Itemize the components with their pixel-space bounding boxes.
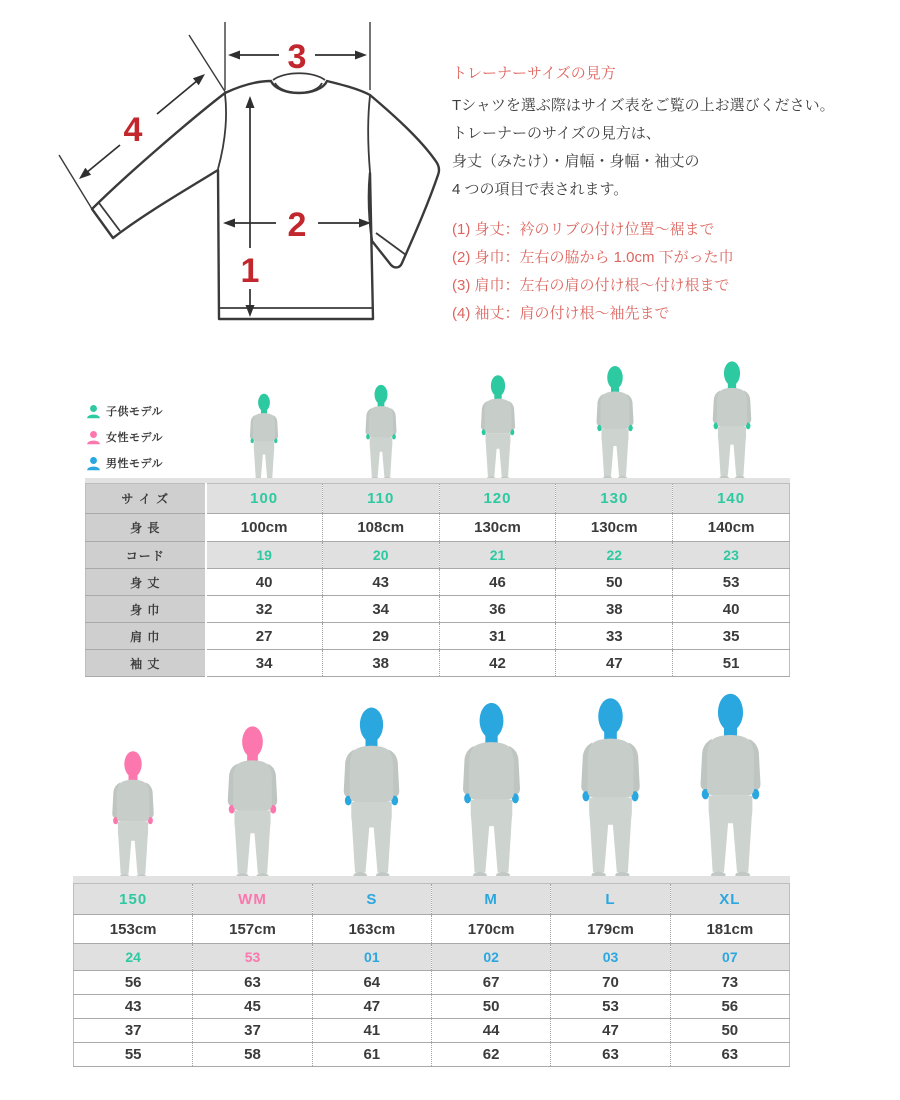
value-cell: 43 (322, 569, 439, 596)
value-cell: 02 (431, 944, 550, 971)
person-bust-icon (86, 404, 101, 419)
value-cell: 33 (556, 623, 673, 650)
value-cell: 56 (670, 995, 789, 1019)
value-cell: 62 (431, 1043, 550, 1067)
value-cell: 100cm (206, 514, 323, 542)
value-cell: S (312, 884, 431, 915)
value-cell: 44 (431, 1019, 550, 1043)
legend-label: 子供モデル (106, 406, 163, 418)
value-cell: 03 (551, 944, 670, 971)
model-figure-male (453, 700, 530, 880)
value-cell: 53 (193, 944, 312, 971)
model-figure-female (105, 750, 161, 880)
table-row (86, 596, 790, 623)
person-silhouette (245, 393, 283, 481)
value-cell: 47 (556, 650, 673, 677)
value-cell: 01 (312, 944, 431, 971)
value-cell: 163cm (312, 915, 431, 944)
note-shoulder-width: (3) 肩巾：左右の肩の付け根〜付け根まで (452, 277, 730, 294)
person-silhouette (706, 360, 758, 481)
value-cell: 47 (551, 1019, 670, 1043)
model-figure-child (706, 360, 758, 481)
model-legend (86, 398, 163, 476)
value-cell: 19 (206, 542, 323, 569)
table-row (74, 915, 790, 944)
value-cell: L (551, 884, 670, 915)
value-cell: 43 (74, 995, 193, 1019)
model-figure-male (690, 692, 771, 880)
value-cell: 38 (556, 596, 673, 623)
value-cell: 07 (670, 944, 789, 971)
value-cell: 41 (312, 1019, 431, 1043)
value-cell: 140cm (673, 514, 790, 542)
adult-size-table (73, 883, 790, 1067)
label-body-width: 2 (287, 206, 307, 244)
value-cell: 32 (206, 596, 323, 623)
value-cell: 58 (193, 1043, 312, 1067)
value-cell: 38 (322, 650, 439, 677)
info-line: 身丈（みたけ）・肩幅・身幅・袖丈の (452, 153, 700, 170)
value-cell: 27 (206, 623, 323, 650)
info-line: トレーナーのサイズの見方は、 (452, 125, 661, 142)
row-label: 身 巾 (86, 596, 206, 623)
info-line: 4 つの項目で表されます。 (452, 181, 629, 198)
value-cell: 37 (193, 1019, 312, 1043)
person-bust-icon (86, 456, 101, 471)
floor-strip (73, 876, 790, 883)
value-cell: 110 (322, 484, 439, 514)
value-cell: 36 (439, 596, 556, 623)
legend-item-child (86, 398, 163, 424)
info-title: トレーナーサイズの見方 (452, 65, 616, 82)
model-figure-male (571, 696, 650, 880)
value-cell: 50 (670, 1019, 789, 1043)
value-cell: 23 (673, 542, 790, 569)
label-shoulder-width: 3 (287, 38, 307, 76)
model-figure-female (219, 725, 286, 880)
value-cell: 153cm (74, 915, 193, 944)
value-cell: 31 (439, 623, 556, 650)
table-row (74, 971, 790, 995)
person-silhouette (105, 750, 161, 880)
value-cell: 22 (556, 542, 673, 569)
info-line: Tシャツを選ぶ際はサイズ表をご覧の上お選びください。 (452, 97, 835, 114)
value-cell: 20 (322, 542, 439, 569)
value-cell: 34 (206, 650, 323, 677)
value-cell: 61 (312, 1043, 431, 1067)
value-cell: 51 (673, 650, 790, 677)
model-figure-child (360, 384, 402, 481)
value-cell: 100 (206, 484, 323, 514)
person-bust-icon (86, 430, 101, 445)
person-silhouette (219, 725, 286, 880)
value-cell: M (431, 884, 550, 915)
measurement-notes (452, 216, 892, 328)
value-cell: 179cm (551, 915, 670, 944)
value-cell: 47 (312, 995, 431, 1019)
note-body-width: (2) 身巾：左右の脇から 1.0cm 下がった巾 (452, 249, 734, 266)
value-cell: XL (670, 884, 789, 915)
model-figure-child (245, 393, 283, 481)
value-cell: 56 (74, 971, 193, 995)
person-silhouette (690, 692, 771, 880)
person-silhouette (334, 705, 409, 880)
label-sleeve-length: 4 (123, 111, 143, 149)
value-cell: 63 (193, 971, 312, 995)
table-row (74, 1019, 790, 1043)
note-sleeve-length: (4) 袖丈：肩の付け根〜袖先まで (452, 305, 670, 322)
value-cell: 53 (551, 995, 670, 1019)
person-silhouette (360, 384, 402, 481)
value-cell: 45 (193, 995, 312, 1019)
value-cell: 35 (673, 623, 790, 650)
sweatshirt-measurement-diagram (28, 8, 448, 338)
value-cell: 63 (670, 1043, 789, 1067)
value-cell: 140 (673, 484, 790, 514)
row-label: 身 長 (86, 514, 206, 542)
value-cell: 42 (439, 650, 556, 677)
value-cell: WM (193, 884, 312, 915)
table-row (86, 650, 790, 677)
value-cell: 21 (439, 542, 556, 569)
person-silhouette (453, 700, 530, 880)
value-cell: 50 (556, 569, 673, 596)
person-silhouette (475, 374, 521, 481)
row-label: サ イ ズ (86, 484, 206, 514)
row-label: コード (86, 542, 206, 569)
person-silhouette (571, 696, 650, 880)
table-row (86, 569, 790, 596)
value-cell: 63 (551, 1043, 670, 1067)
value-cell: 53 (673, 569, 790, 596)
table-row (74, 884, 790, 915)
table-row (86, 542, 790, 569)
table-row (86, 484, 790, 514)
legend-item-female (86, 424, 163, 450)
value-cell: 40 (206, 569, 323, 596)
model-figure-child (475, 374, 521, 481)
value-cell: 24 (74, 944, 193, 971)
value-cell: 46 (439, 569, 556, 596)
value-cell: 150 (74, 884, 193, 915)
sweatshirt-outline (92, 81, 439, 319)
value-cell: 50 (431, 995, 550, 1019)
label-body-length: 1 (240, 252, 260, 290)
row-label: 肩 巾 (86, 623, 206, 650)
value-cell: 120 (439, 484, 556, 514)
table-row (74, 995, 790, 1019)
info-block (452, 62, 892, 328)
row-label: 身 丈 (86, 569, 206, 596)
value-cell: 70 (551, 971, 670, 995)
row-label: 袖 丈 (86, 650, 206, 677)
table-row (74, 944, 790, 971)
model-figure-male (334, 705, 409, 880)
person-silhouette (590, 365, 640, 481)
value-cell: 108cm (322, 514, 439, 542)
legend-label: 女性モデル (106, 432, 163, 444)
value-cell: 157cm (193, 915, 312, 944)
value-cell: 170cm (431, 915, 550, 944)
value-cell: 29 (322, 623, 439, 650)
legend-label: 男性モデル (106, 458, 163, 470)
value-cell: 64 (312, 971, 431, 995)
legend-item-male (86, 450, 163, 476)
value-cell: 130 (556, 484, 673, 514)
value-cell: 40 (673, 596, 790, 623)
table-row (86, 514, 790, 542)
value-cell: 130cm (556, 514, 673, 542)
value-cell: 34 (322, 596, 439, 623)
kids-size-table (85, 483, 790, 677)
model-figure-child (590, 365, 640, 481)
value-cell: 67 (431, 971, 550, 995)
table-row (74, 1043, 790, 1067)
value-cell: 130cm (439, 514, 556, 542)
note-body-length: (1) 身丈：衿のリブの付け位置〜裾まで (452, 221, 715, 238)
value-cell: 73 (670, 971, 789, 995)
table-row (86, 623, 790, 650)
value-cell: 37 (74, 1019, 193, 1043)
value-cell: 55 (74, 1043, 193, 1067)
value-cell: 181cm (670, 915, 789, 944)
